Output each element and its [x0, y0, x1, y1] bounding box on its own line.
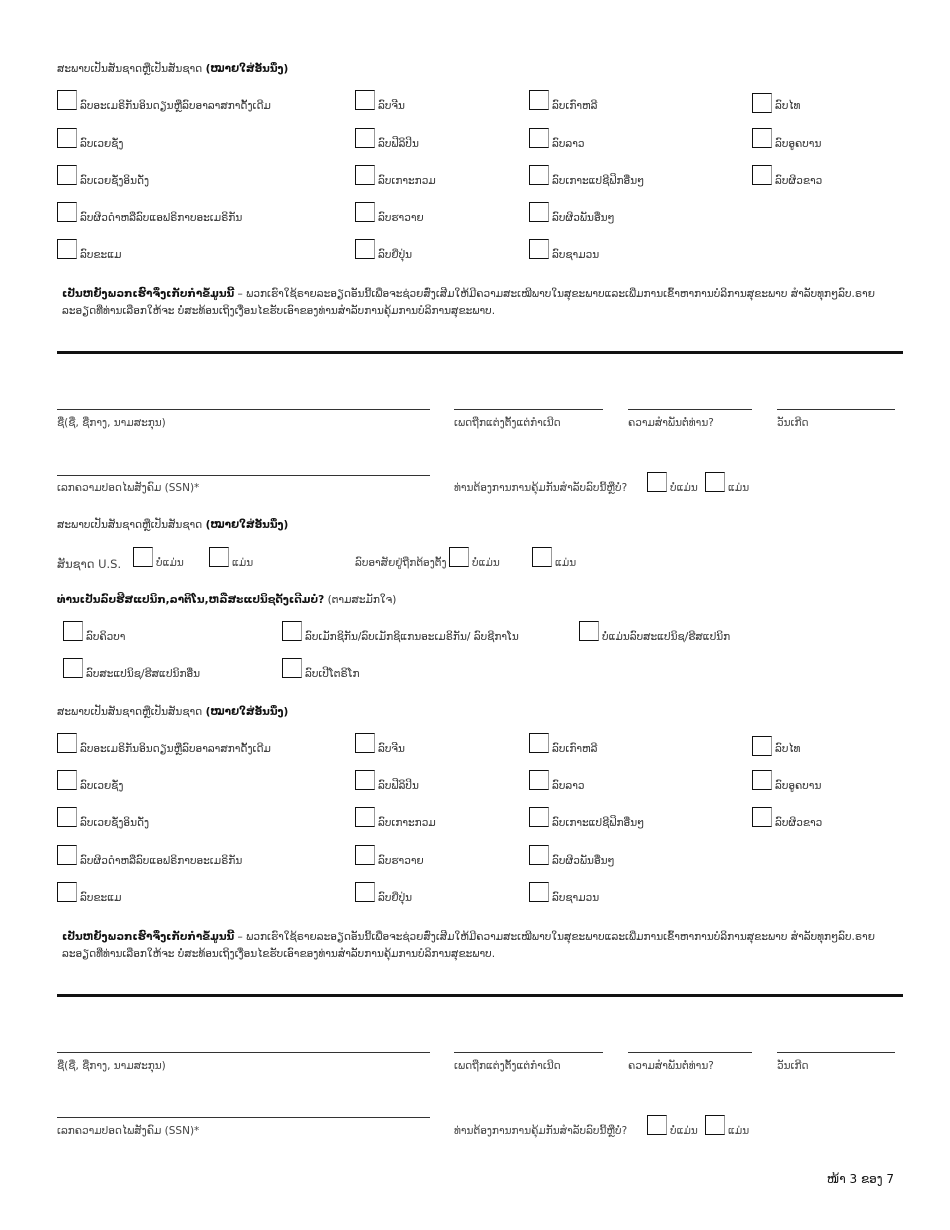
ethnicity-heading: ສະພາບເປັນສັນຊາດຫຼືເປັນສັນຊາດ (ໝາຍໃສ່ອັນນຶ່ງ) — [57, 706, 289, 718]
hispanic-not-checkbox[interactable] — [579, 621, 599, 641]
coverage-yes-checkbox-b[interactable] — [705, 472, 725, 492]
option-label: ລົບຊາມວນ — [552, 892, 600, 904]
option-label: ລົບເປີໂຕຣິໂກ — [305, 668, 360, 680]
option-label: ລົບຜິວພັນອື່ນໆ — [552, 212, 615, 224]
checkbox-samoan-b[interactable] — [529, 882, 549, 902]
name-label: ຊື່(ຊື່, ຊື່ກາງ, ນາມສະກຸນ) — [57, 417, 166, 429]
us-citizen-yes-checkbox[interactable] — [209, 547, 229, 567]
option-label: ລົບໄທ — [775, 743, 801, 755]
status-heading: ສະພາບເປັນສັນຊາດຫຼືເປັນສັນຊາດ (ໝາຍໃສ່ອັນນຶ່ງ) — [57, 519, 289, 531]
option-label: ລົບໄທ — [775, 100, 801, 112]
option-label: ລົບອູຄບານ — [775, 138, 822, 150]
option-label: ລົບເວຍຊັ່ງ — [80, 138, 124, 150]
checkbox-chinese-b[interactable] — [355, 733, 375, 753]
birthdate-field-line-b[interactable] — [777, 409, 895, 410]
checkbox-cambodian-b[interactable] — [57, 882, 77, 902]
section-divider-a — [57, 351, 903, 354]
option-label: ລົບເມັກຊິກັນ/ລົບເມັກຊິແກນອະເມຣິກັນ/ ລົບຊີກາໂນ — [305, 631, 519, 643]
checkbox-other-race-b[interactable] — [529, 845, 549, 865]
option-label: ລົບເກາະກວມ — [378, 175, 436, 187]
checkbox-thai-b[interactable] — [752, 736, 772, 756]
option-label: ລົບສະແປນິຊ/ຮີສແປນິກອື່ນ — [86, 668, 201, 680]
hispanic-mexican-checkbox[interactable] — [282, 621, 302, 641]
option-label: ລົບຮາວາຍ — [378, 212, 424, 224]
checkbox-pacific-islander-a[interactable] — [529, 165, 549, 185]
checkbox-hawaiian-b[interactable] — [355, 845, 375, 865]
hispanic-puerto-rican-checkbox[interactable] — [282, 658, 302, 678]
birthdate-field-line-c[interactable] — [777, 1052, 895, 1053]
ssn-label: ເລກຄວາມປອດໄພສັງຄົມ (SSN)* — [57, 1125, 200, 1137]
birthdate-label: ວັນເກີດ — [777, 417, 809, 429]
checkbox-lao-b[interactable] — [529, 770, 549, 790]
option-label: ລົບຜິວດຳຫລືລົບແອຟຣິກາບອະເມຣິກັນ — [80, 212, 243, 224]
hispanic-other-checkbox[interactable] — [63, 658, 83, 678]
relationship-field-line-c[interactable] — [628, 1052, 752, 1053]
yes-label: ແມ່ນ — [555, 557, 577, 569]
ssn-field-line-c[interactable] — [57, 1117, 430, 1118]
no-label: ບໍ່ແມ່ນ — [670, 482, 698, 494]
sex-label: ເພດຖືກແຕ່ງຕັ້ງແຕ່ກຳເນີດ — [454, 417, 561, 429]
checkbox-korean-a[interactable] — [529, 90, 549, 110]
option-label: ລົບເກາະແປຊີຟິກອື່ນໆ — [552, 817, 645, 829]
us-citizen-no-checkbox[interactable] — [133, 547, 153, 567]
checkbox-cambodian-a[interactable] — [57, 239, 77, 259]
option-label: ລົບເວຍຊັ່ງ — [80, 780, 124, 792]
coverage-no-checkbox-b[interactable] — [647, 472, 667, 492]
option-label: ລົບເກົາຫລີ — [552, 743, 598, 755]
checkbox-vietnamese-a[interactable] — [57, 128, 77, 148]
option-label: ລົບຜິວຂາວ — [775, 817, 823, 829]
option-label: ລົບຜິວດຳຫລືລົບແອຟຣິກາບອະເມຣິກັນ — [80, 855, 243, 867]
birthdate-label: ວັນເກີດ — [777, 1060, 809, 1072]
checkbox-samoan-a[interactable] — [529, 239, 549, 259]
checkbox-hawaiian-a[interactable] — [355, 202, 375, 222]
name-field-line-b[interactable] — [57, 409, 430, 410]
no-label: ບໍ່ແມ່ນ — [156, 557, 184, 569]
yes-label: ແມ່ນ — [728, 482, 750, 494]
why-asking-note-b: ເປັນຫຍັງພວກເຮົາຈຶ່ງເກັບກຳຂໍ້ມູນນີ້ – ພວກເຮົາໃຊ້ຣາຍລະອຽດອັນນີ້ເພື່ອຈະຊ່ວຍສົ່ງເສີມໃຫ້ມີຄວາມສະເໝີພາບໃນສຸຂະພາບແລະເພີ່ມການເຂົ້າຫາການບໍລິການສຸຂະພາບ ສຳລັບທຸກໆລົບ.ຣາຍລະອຽດທີ່ທ່ານເລືອກໃຫ້ຈະ ບໍ່ສະທ້ອນເຖິງເງື່ອນໄຂຮັບເອົາຂອງທ່ານສຳລັບການຄຸ້ມການບໍລິການສຸຂະພາບ. — [62, 931, 875, 960]
checkbox-asian-indian-b[interactable] — [57, 807, 77, 827]
name-field-line-c[interactable] — [57, 1052, 430, 1053]
no-label: ບໍ່ແມ່ນ — [670, 1125, 698, 1137]
option-label: ບໍ່ແມ່ນລົບສະແປນິຊ/ຮີສແປນິກ — [602, 631, 731, 643]
ssn-label: ເລກຄວາມປອດໄພສັງຄົມ (SSN)* — [57, 482, 200, 494]
hispanic-question: ທ່ານເປັນລົບຮີສແປນິກ,ລາຕິໂນ,ຫລືສະແປນິຊດັ້ງເດີມບໍ່? (ຕາມສະມັກໃຈ) — [57, 594, 397, 606]
sex-label: ເພດຖືກແຕ່ງຕັ້ງແຕ່ກຳເນີດ — [454, 1060, 561, 1072]
eligible-immigrant-label: ລົບອາສັຍຢູ່ຖືກຕ້ອງຕັ້ງ — [355, 557, 447, 569]
option-label: ລົບຈີນ — [378, 743, 405, 755]
option-label: ລົບເກາະແປຊີຟິກອື່ນໆ — [552, 175, 645, 187]
option-label: ລົບເວຍຊັ່ງອິນດັ່ງ — [80, 817, 150, 829]
relationship-label: ຄວາມສຳພັນຕໍ່ທ່ານ? — [628, 417, 714, 429]
checkbox-white-a[interactable] — [752, 165, 772, 185]
checkbox-guamanian-b[interactable] — [355, 807, 375, 827]
no-label: ບໍ່ແມ່ນ — [472, 557, 500, 569]
ethnicity-heading: ສະພາບເປັນສັນຊາດຫຼືເປັນສັນຊາດ (ໝາຍໃສ່ອັນນຶ່ງ) — [57, 63, 289, 75]
option-label: ລົບລາວ — [552, 138, 585, 150]
option-label: ລົບຊາມວນ — [552, 249, 600, 261]
option-label: ລົບຄິວບາ — [86, 631, 126, 643]
option-label: ລົບລາວ — [552, 780, 585, 792]
checkbox-other-race-a[interactable] — [529, 202, 549, 222]
ssn-field-line-b[interactable] — [57, 475, 430, 476]
option-label: ລົບຜິວພັນອື່ນໆ — [552, 855, 615, 867]
sex-field-line-c[interactable] — [454, 1052, 603, 1053]
sex-field-line-b[interactable] — [454, 409, 603, 410]
option-label: ລົບຍີ່ປຸ່ນ — [378, 249, 413, 261]
option-label: ລົບຂະແມ — [80, 249, 122, 261]
checkbox-other-b[interactable] — [752, 770, 772, 790]
option-label: ລົບອະເມຣິກັນອິນດຽນຫຼືລົບອາລາສກາດັ້ງເດີມ — [80, 100, 271, 112]
checkbox-other-a[interactable] — [752, 128, 772, 148]
option-label: ລົບຈີນ — [378, 100, 405, 112]
checkbox-vietnamese-b[interactable] — [57, 770, 77, 790]
option-label: ລົບເກາະກວມ — [378, 817, 436, 829]
checkbox-chinese-a[interactable] — [355, 90, 375, 110]
coverage-question: ທ່ານຕ້ອງການການຄຸ້ມກັນສຳລັບລົບນີ້ຫຼືບໍ່? — [454, 482, 628, 494]
option-label: ລົບຜິວຂາວ — [775, 175, 823, 187]
immigrant-no-checkbox[interactable] — [449, 547, 469, 567]
checkbox-japanese-a[interactable] — [355, 239, 375, 259]
yes-label: ແມ່ນ — [728, 1125, 750, 1137]
coverage-yes-checkbox-c[interactable] — [705, 1115, 725, 1135]
checkbox-guamanian-a[interactable] — [355, 165, 375, 185]
checkbox-filipino-a[interactable] — [355, 128, 375, 148]
checkbox-korean-b[interactable] — [529, 733, 549, 753]
checkbox-thai-a[interactable] — [752, 93, 772, 113]
option-label: ລົບຂະແມ — [80, 892, 122, 904]
immigrant-yes-checkbox[interactable] — [532, 547, 552, 567]
checkbox-asian-indian-a[interactable] — [57, 165, 77, 185]
checkbox-black-a[interactable] — [57, 202, 77, 222]
option-label: ລົບຍີ່ປຸ່ນ — [378, 892, 413, 904]
option-label: ລົບຟີລິປິນ — [378, 780, 419, 792]
yes-label: ແມ່ນ — [232, 557, 254, 569]
relationship-label: ຄວາມສຳພັນຕໍ່ທ່ານ? — [628, 1060, 714, 1072]
option-label: ລົບເວຍຊັ່ງອິນດັ່ງ — [80, 175, 150, 187]
us-citizen-label: ສັນຊາດ U.S. — [57, 557, 122, 571]
option-label: ລົບອູຄບານ — [775, 780, 822, 792]
checkbox-japanese-b[interactable] — [355, 882, 375, 902]
option-label: ລົບເກົາຫລີ — [552, 100, 598, 112]
checkbox-filipino-b[interactable] — [355, 770, 375, 790]
hispanic-cuban-checkbox[interactable] — [63, 621, 83, 641]
section-divider-b — [57, 994, 903, 997]
checkbox-american-indian-a[interactable] — [57, 90, 77, 110]
why-asking-note-a: ເປັນຫຍັງພວກເຮົາຈຶ່ງເກັບກຳຂໍ້ມູນນີ້ – ພວກເຮົາໃຊ້ຣາຍລະອຽດອັນນີ້ເພື່ອຈະຊ່ວຍສົ່ງເສີມໃຫ້ມີຄວາມສະເໝີພາບໃນສຸຂະພາບແລະເພີ່ມການເຂົ້າຫາການບໍລິການສຸຂະພາບ ສຳລັບທຸກໆລົບ.ຣາຍລະອຽດທີ່ທ່ານເລືອກໃຫ້ຈະ ບໍ່ສະທ້ອນເຖິງເງື່ອນໄຂຮັບເອົາຂອງທ່ານສຳລັບການຄຸ້ມການບໍລິການສຸຂະພາບ. — [62, 288, 875, 317]
checkbox-pacific-islander-b[interactable] — [529, 807, 549, 827]
checkbox-black-b[interactable] — [57, 845, 77, 865]
checkbox-white-b[interactable] — [752, 807, 772, 827]
coverage-no-checkbox-c[interactable] — [647, 1115, 667, 1135]
option-label: ລົບຟີລິປິນ — [378, 138, 419, 150]
page-number: ໜ້າ 3 ຂອງ 7 — [826, 1172, 894, 1186]
checkbox-american-indian-b[interactable] — [57, 733, 77, 753]
option-label: ລົບອະເມຣິກັນອິນດຽນຫຼືລົບອາລາສກາດັ້ງເດີມ — [80, 743, 271, 755]
coverage-question: ທ່ານຕ້ອງການການຄຸ້ມກັນສຳລັບລົບນີ້ຫຼືບໍ່? — [454, 1125, 628, 1137]
name-label: ຊື່(ຊື່, ຊື່ກາງ, ນາມສະກຸນ) — [57, 1060, 166, 1072]
relationship-field-line-b[interactable] — [628, 409, 752, 410]
checkbox-lao-a[interactable] — [529, 128, 549, 148]
option-label: ລົບຮາວາຍ — [378, 855, 424, 867]
